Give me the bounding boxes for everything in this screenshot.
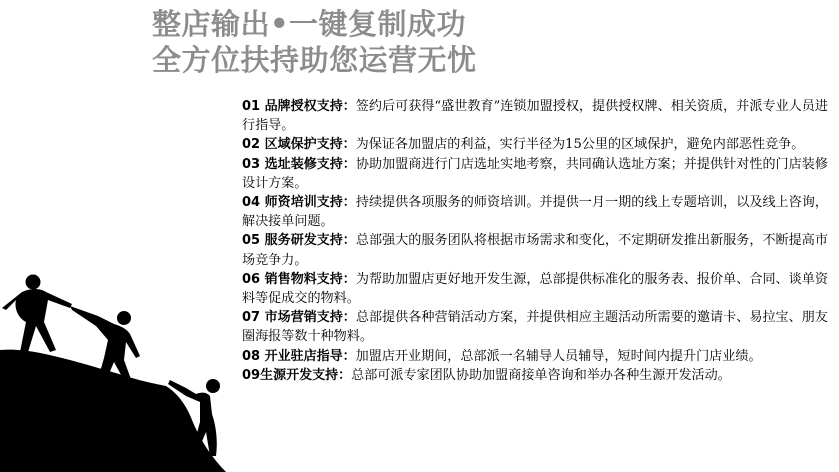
support-item-text: 总部强大的服务团队将根据市场需求和变化，不定期研发推出新服务，不断提高市场竞争力。 xyxy=(242,233,829,268)
support-item-training xyxy=(242,193,828,231)
support-item-text: 持续提供各项服务的师资培训。并提供一月一期的线上专题培训，以及线上咨询，解决接单问题。 xyxy=(242,195,829,230)
support-item-title: 销售物料支持： xyxy=(264,271,356,287)
climber-1-body xyxy=(2,289,72,352)
support-item-region xyxy=(242,135,828,154)
headline-line-1: 整店输出•一键复制成功 xyxy=(152,7,467,41)
support-item-title: 区域保护支持： xyxy=(264,137,356,153)
support-item-title: 师资培训支持： xyxy=(264,195,356,211)
support-item-number: 01 xyxy=(242,99,261,114)
mountain-shape xyxy=(0,350,226,472)
climbers-silhouette-icon xyxy=(0,262,236,472)
support-item-title: 开业驻店指导： xyxy=(264,348,356,364)
support-item-text: 协助加盟商进行门店选址实地考察，共同确认选址方案；并提供针对性的门店装修设计方案。 xyxy=(242,156,829,191)
support-item-number: 07 xyxy=(242,310,261,326)
support-item-site xyxy=(242,155,828,193)
support-item-title: 选址装修支持： xyxy=(264,156,356,172)
support-item-title: 市场营销支持： xyxy=(264,310,356,326)
support-item-students xyxy=(242,366,828,385)
support-item-text: 为保证各加盟店的利益，实行半径为15公里的区域保护，避免内部恶性竞争。 xyxy=(355,137,805,153)
support-item-title: 生源开发支持： xyxy=(260,367,352,383)
support-item-number: 09 xyxy=(242,367,261,383)
headline xyxy=(152,6,477,78)
climber-3-head xyxy=(206,379,220,393)
headline-line-2: 全方位扶持助您运营无忧 xyxy=(152,43,477,77)
support-item-title: 品牌授权支持： xyxy=(264,99,356,114)
support-item-marketing xyxy=(242,308,828,346)
support-item-number: 03 xyxy=(242,156,261,172)
support-item-text: 签约后可获得“盛世教育”连锁加盟授权，提供授权牌、相关资质，并派专业人员进行指导。 xyxy=(242,99,828,134)
support-item-number: 08 xyxy=(242,348,261,364)
support-item-title: 服务研发支持： xyxy=(264,233,356,249)
support-item-number: 06 xyxy=(242,271,261,287)
support-item-rnd xyxy=(242,231,828,269)
support-item-text: 总部提供各种营销活动方案，并提供相应主题活动所需要的邀请卡、易拉宝、朋友圈海报等数十种物料。 xyxy=(242,310,829,345)
support-item-opening xyxy=(242,347,828,366)
support-item-text: 总部可派专家团队协助加盟商接单咨询和举办各种生源开发活动。 xyxy=(351,367,731,383)
support-item-number: 04 xyxy=(242,195,261,211)
support-item-brand xyxy=(242,97,828,135)
support-item-materials xyxy=(242,270,828,308)
support-item-text: 为帮助加盟店更好地开发生源，总部提供标准化的服务表、报价单、合同、谈单资料等促成交的物料。 xyxy=(242,271,829,307)
support-list xyxy=(242,97,828,385)
support-item-number: 05 xyxy=(242,233,261,249)
climber-2-head xyxy=(117,311,131,325)
support-item-text: 加盟店开业期间，总部派一名辅导人员辅导，短时间内提升门店业绩。 xyxy=(355,348,762,364)
support-item-number: 02 xyxy=(242,137,261,153)
climber-1-head xyxy=(26,275,41,290)
